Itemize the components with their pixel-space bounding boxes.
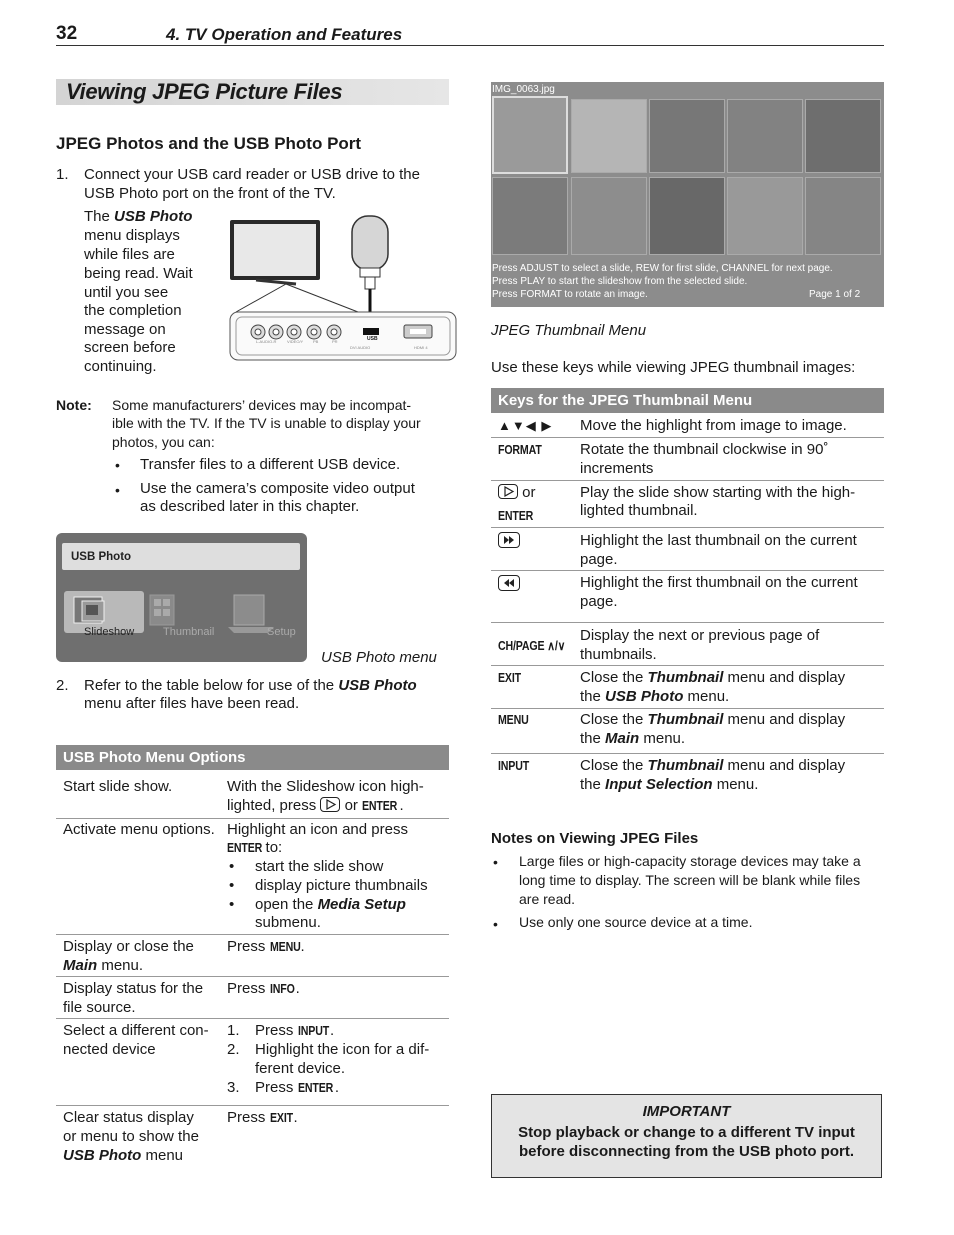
usb-row-1-right-line-1: With the Slideshow icon high-: [227, 778, 424, 795]
play-icon: [320, 797, 340, 812]
usb-row-2-bullet-2: display picture thumbnails: [255, 877, 428, 894]
usb-row-6-left-line-3: USB Photo menu: [63, 1147, 184, 1164]
thumbnail-page-indicator: Page 1 of 2: [809, 289, 861, 300]
step-1-wrap-line-2: menu displays: [84, 227, 180, 244]
keys-row-9-key: INPUT: [498, 759, 530, 773]
usb-row-1-right-line-2: lighted, press or ENTER .: [227, 797, 404, 814]
thumbnail-3: [649, 99, 725, 173]
thumbnail-9: [727, 177, 803, 255]
keys-row-divider-3: [491, 527, 884, 528]
usb-row-2-bullet-3: open the Media Setup: [255, 896, 406, 913]
step-2-line-2: menu after files have been read.: [84, 695, 300, 712]
step-1-line-1: Connect your USB card reader or USB drive to the: [84, 166, 420, 183]
keys-row-5-key: [498, 575, 520, 596]
thumbnail-caption: JPEG Thumbnail Menu: [491, 322, 647, 339]
tv-port-label-video: VIDEO/Y: [287, 339, 304, 344]
tv-port-label-audio: L-AUDIO-R: [256, 339, 277, 344]
usb-row-2-bullet-1: start the slide show: [255, 858, 384, 875]
chapter-title: 4. TV Operation and Features: [166, 25, 403, 44]
usb-row-5-step-1-num: 1.: [227, 1022, 240, 1039]
keys-row-7-desc-2: the USB Photo menu.: [580, 688, 730, 705]
rewind-icon: [498, 575, 520, 591]
usb-row-2-bullet-dot-2: •: [229, 877, 235, 894]
usb-row-5-step-2-line-1: Highlight the icon for a dif-: [255, 1041, 430, 1058]
step-1-wrap-line-1: The USB Photo: [84, 208, 193, 225]
notes-bullet-1-line-2: long time to display. The screen will be blank while files: [519, 872, 861, 888]
keys-row-divider-2: [491, 480, 884, 481]
usb-row-2-bullet-3-cont: submenu.: [255, 914, 321, 931]
keys-row-9-desc-2: the Input Selection menu.: [580, 776, 759, 793]
note-bullet-2-line-1: Use the camera’s composite video output: [140, 480, 415, 497]
keys-row-divider-8: [491, 753, 884, 754]
note-bullet-dot-1: •: [115, 457, 120, 473]
notes-bullet-1-line-3: are read.: [519, 891, 576, 907]
usb-menu-title: USB Photo: [62, 543, 300, 570]
step-2-number: 2.: [56, 677, 69, 694]
usb-photo-menu-image: [56, 533, 307, 662]
note-bullet-dot-2: •: [115, 482, 120, 498]
page-number: 32: [56, 23, 78, 44]
usb-row-6-left-line-1: Clear status display: [63, 1109, 194, 1126]
keys-row-6-key: CH/PAGE ∧/∨: [498, 639, 566, 653]
keys-row-4-desc-1: Highlight the last thumbnail on the current: [580, 532, 857, 549]
usb-row-2-right-line-1: Highlight an icon and press: [227, 821, 408, 838]
keys-row-7-desc-1: Close the Thumbnail menu and display: [580, 669, 846, 686]
important-box: [491, 1094, 882, 1178]
keys-row-divider-4: [491, 570, 884, 571]
usb-row-5-left-line-1: Select a different con-: [63, 1022, 209, 1039]
keys-row-4-desc-2: page.: [580, 551, 618, 568]
usb-row-divider-4: [56, 1018, 449, 1019]
usb-row-4-left-line-2: file source.: [63, 999, 136, 1016]
keys-row-1-key: ▲▼◀ ▶: [498, 418, 553, 433]
keys-row-divider-5: [491, 622, 884, 623]
step-1-number: 1.: [56, 166, 69, 183]
usb-row-3-right: Press MENU.: [227, 938, 305, 955]
usb-row-divider-3: [56, 976, 449, 977]
keys-row-3-key-2: ENTER: [498, 509, 534, 523]
keys-row-2-desc-2: increments: [580, 460, 654, 477]
keys-row-3-desc-1: Play the slide show starting with the high-: [580, 484, 856, 501]
keys-row-5-desc-1: Highlight the first thumbnail on the current: [580, 574, 858, 591]
note-line-3: photos, you can:: [112, 434, 215, 450]
usb-row-5-step-3-num: 3.: [227, 1079, 240, 1096]
thumbnail-1: [492, 96, 568, 174]
usb-row-4-left-line-1: Display status for the: [63, 980, 204, 997]
tv-port-label-pr: PR: [332, 339, 338, 344]
keys-table-header: Keys for the JPEG Thumbnail Menu: [491, 388, 884, 413]
usb-row-5-step-1: Press INPUT.: [255, 1022, 335, 1039]
keys-row-1-desc: Move the highlight from image to image.: [580, 417, 847, 434]
important-title: IMPORTANT: [642, 1103, 731, 1120]
keys-row-divider-1: [491, 437, 884, 438]
usb-row-6-right: Press EXIT.: [227, 1109, 298, 1126]
usb-row-2-bullet-dot-1: •: [229, 858, 235, 875]
important-line-2: before disconnecting from the USB photo port.: [519, 1143, 854, 1160]
thumbnail-filename: IMG_0063.jpg: [492, 84, 555, 95]
usb-row-3-left-line-1: Display or close the: [63, 938, 194, 955]
thumbnail-2: [571, 99, 647, 173]
fast-forward-icon: [498, 532, 520, 548]
keys-row-6-desc-2: thumbnails.: [580, 646, 657, 663]
step-1-wrap-line-8: screen before: [84, 339, 176, 356]
note-line-1: Some manufacturers’ devices may be incompat-: [112, 397, 412, 413]
slideshow-label: Slideshow: [84, 626, 135, 638]
step-1-wrap-line-9: continuing.: [84, 358, 157, 375]
thumbnail-help-line-3: Press FORMAT to rotate an image.: [492, 289, 648, 300]
note-line-2: ible with the TV. If the TV is unable to display your: [112, 415, 421, 431]
thumbnail-6: [492, 177, 568, 255]
usb-row-5-step-2-num: 2.: [227, 1041, 240, 1058]
notes-heading: Notes on Viewing JPEG Files: [491, 830, 699, 847]
usb-row-3-left-line-2: Main menu.: [63, 957, 144, 974]
important-line-1: Stop playback or change to a different TV input: [518, 1124, 855, 1141]
keys-row-3-desc-2: lighted thumbnail.: [580, 502, 698, 519]
step-1-wrap-line-3: while files are: [84, 246, 175, 263]
step-1-wrap-line-7: message on: [84, 321, 166, 338]
use-keys-intro: Use these keys while viewing JPEG thumbnail images:: [491, 359, 856, 376]
notes-bullet-dot-1: •: [493, 854, 498, 870]
usb-row-5-step-2-line-2: ferent device.: [255, 1060, 346, 1077]
keys-row-divider-7: [491, 708, 884, 709]
usb-options-table-header: USB Photo Menu Options: [56, 745, 449, 770]
usb-row-5-left-line-2: nected device: [63, 1041, 156, 1058]
keys-row-8-desc-2: the Main menu.: [580, 730, 686, 747]
usb-row-divider-5: [56, 1105, 449, 1106]
thumbnail-label: Thumbnail: [163, 626, 215, 638]
step-1-line-2: USB Photo port on the front of the TV.: [84, 185, 336, 202]
thumbnail-4: [727, 99, 803, 173]
usb-row-4-right: Press INFO.: [227, 980, 300, 997]
notes-bullet-2: Use only one source device at a time.: [519, 914, 753, 930]
tv-port-label-dvi-audio: DVI AUDIO: [350, 345, 371, 350]
keys-row-8-desc-1: Close the Thumbnail menu and display: [580, 711, 846, 728]
note-label: Note:: [56, 397, 92, 413]
step-1-wrap-line-6: the completion: [84, 302, 182, 319]
section-title: Viewing JPEG Picture Files: [66, 79, 343, 104]
usb-menu-caption: USB Photo menu: [321, 649, 437, 666]
usb-row-1-left: Start slide show.: [63, 778, 173, 795]
step-1-wrap-line-4: being read. Wait: [84, 265, 193, 282]
keys-row-7-key: EXIT: [498, 671, 521, 685]
usb-row-2-right-line-2: ENTER to:: [227, 839, 283, 856]
tv-port-label-pb: PB: [313, 339, 319, 344]
keys-row-8-key: MENU: [498, 713, 529, 727]
notes-bullet-1-line-1: Large files or high-capacity storage devices may take a: [519, 853, 861, 869]
usb-row-2-left: Activate menu options.: [63, 821, 215, 838]
usb-row-5-step-3: Press ENTER .: [255, 1079, 340, 1096]
usb-row-divider-1: [56, 818, 449, 819]
tv-usb-port-label: USB: [367, 336, 378, 342]
thumbnail-7: [571, 177, 647, 255]
keys-row-9-desc-1: Close the Thumbnail menu and display: [580, 757, 846, 774]
setup-label: Setup: [267, 626, 296, 638]
subsection-heading: JPEG Photos and the USB Photo Port: [56, 134, 362, 153]
tv-port-label-hdmi: HDMI 4: [414, 345, 428, 350]
step-2-line-1: Refer to the table below for use of the USB Photo: [84, 677, 417, 694]
header-rule: [56, 45, 884, 46]
thumbnail-5: [805, 99, 881, 173]
usb-row-2-bullet-dot-3: •: [229, 896, 235, 913]
jpeg-thumbnail-screen: [491, 82, 884, 307]
usb-row-6-left-line-2: or menu to show the: [63, 1128, 199, 1145]
thumbnail-help-line-2: Press PLAY to start the slideshow from the selected slide.: [492, 276, 748, 287]
keys-row-4-key: [498, 532, 520, 553]
thumbnail-10: [805, 177, 881, 255]
keys-row-divider-6: [491, 665, 884, 666]
keys-row-2-desc-1: Rotate the thumbnail clockwise in 90˚: [580, 441, 829, 458]
note-bullet-2-line-2: as described later in this chapter.: [140, 498, 360, 515]
thumbnail-8: [649, 177, 725, 255]
usb-row-divider-2: [56, 934, 449, 935]
thumbnail-help-line-1: Press ADJUST to select a slide, REW for first slide, CHANNEL for next page.: [492, 263, 833, 274]
keys-row-5-desc-2: page.: [580, 593, 618, 610]
notes-bullet-dot-2: •: [493, 916, 498, 932]
play-icon: [498, 484, 518, 499]
step-1-wrap-line-5: until you see: [84, 284, 169, 301]
keys-row-2-key: FORMAT: [498, 443, 542, 457]
keys-row-6-desc-1: Display the next or previous page of: [580, 627, 820, 644]
note-bullet-1: Transfer files to a different USB device.: [140, 456, 401, 473]
keys-row-3-key: or: [498, 483, 536, 502]
